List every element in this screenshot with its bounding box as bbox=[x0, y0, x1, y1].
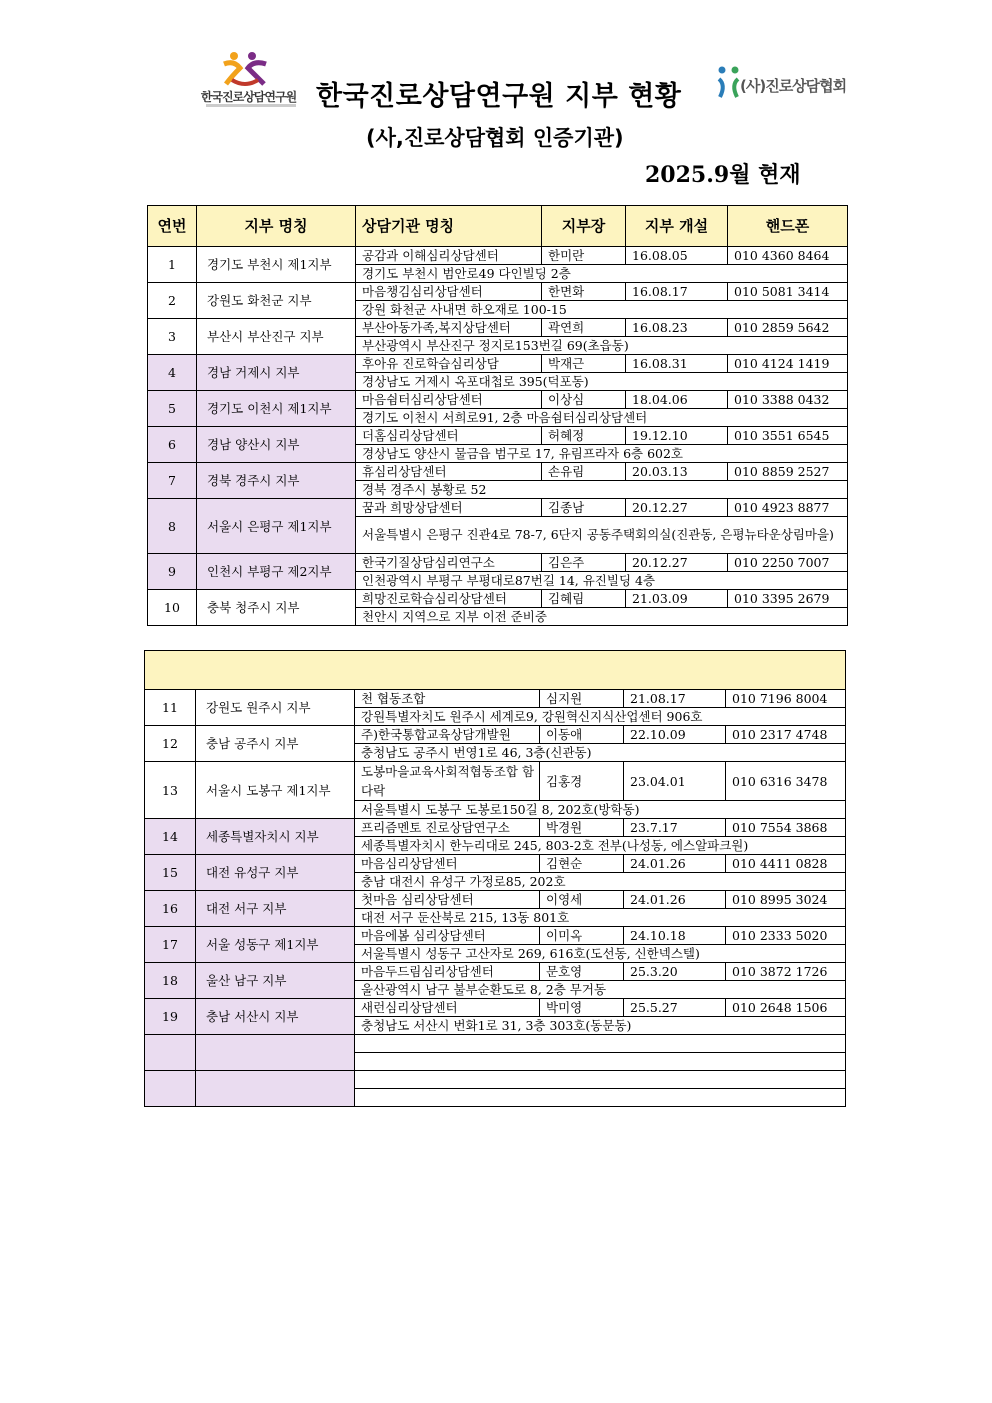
empty-cell bbox=[355, 1053, 846, 1071]
cell-organization: 도봉마을교육사회적협동조합 함다락 bbox=[355, 762, 540, 801]
cell-director: 김홍경 bbox=[540, 762, 624, 801]
logo-left-underline bbox=[206, 104, 296, 107]
cell-address: 천안시 지역으로 지부 이전 준비중 bbox=[356, 608, 848, 626]
logo-korea-career-counseling-institute bbox=[186, 50, 311, 110]
cell-number: 9 bbox=[148, 554, 197, 590]
cell-phone: 010 5081 3414 bbox=[728, 283, 848, 301]
cell-organization: 마음심리상담센터 bbox=[355, 855, 540, 873]
col-header-number: 연번 bbox=[148, 206, 197, 247]
cell-branch: 경북 경주시 지부 bbox=[197, 463, 356, 499]
cell-branch: 경기도 이천시 제1지부 bbox=[197, 391, 356, 427]
cell-branch: 충북 청주시 지부 bbox=[197, 590, 356, 626]
cell-opened: 20.03.13 bbox=[626, 463, 728, 481]
cell-number: 14 bbox=[145, 819, 196, 855]
cell-address: 경상남도 거제시 옥포대첩로 395(덕포동) bbox=[356, 373, 848, 391]
cell-opened: 24.10.18 bbox=[624, 927, 726, 945]
cell-number: 16 bbox=[145, 891, 196, 927]
cell-opened: 21.03.09 bbox=[626, 590, 728, 608]
cell-opened: 25.5.27 bbox=[624, 999, 726, 1017]
cell-phone: 010 4124 1419 bbox=[728, 355, 848, 373]
cell-number: 17 bbox=[145, 927, 196, 963]
cell-phone: 010 7554 3868 bbox=[726, 819, 846, 837]
cell-number: 4 bbox=[148, 355, 197, 391]
cell-phone: 010 3872 1726 bbox=[726, 963, 846, 981]
empty-cell bbox=[196, 1035, 355, 1071]
cell-number: 12 bbox=[145, 726, 196, 762]
logo-right-text: (사)진로상담협회 bbox=[740, 77, 847, 95]
cell-number: 6 bbox=[148, 427, 197, 463]
cell-phone: 010 4411 0828 bbox=[726, 855, 846, 873]
cell-number: 2 bbox=[148, 283, 197, 319]
institute-logo-icon bbox=[222, 50, 268, 88]
cell-opened: 16.08.31 bbox=[626, 355, 728, 373]
branch-table-2 bbox=[144, 650, 846, 1107]
cell-organization: 마음두드림심리상담센터 bbox=[355, 963, 540, 981]
table-row bbox=[148, 554, 848, 572]
cell-organization: 천 협동조합 bbox=[355, 690, 540, 708]
cell-address: 인천광역시 부평구 부평대로87번길 14, 유진빌딩 4층 bbox=[356, 572, 848, 590]
cell-branch: 인천시 부평구 제2지부 bbox=[197, 554, 356, 590]
cell-organization: 부산아동가족,복지상담센터 bbox=[356, 319, 542, 337]
page-subtitle: (사,진로상담협회 인증기관) bbox=[366, 126, 624, 150]
cell-phone: 010 4923 8877 bbox=[728, 499, 848, 517]
table-row bbox=[145, 855, 846, 873]
cell-address: 세종특별자치시 한누리대로 245, 803-2호 전부(나성동, 에스알파크원) bbox=[355, 837, 846, 855]
empty-cell bbox=[145, 1035, 196, 1071]
cell-organization: 희망진로학습심리상담센터 bbox=[356, 590, 542, 608]
cell-address: 충청남도 서산시 번화1로 31, 3층 303호(동문동) bbox=[355, 1017, 846, 1035]
cell-organization: 첫마음 심리상담센터 bbox=[355, 891, 540, 909]
col-header-opened: 지부 개설 bbox=[626, 206, 728, 247]
cell-director: 김은주 bbox=[542, 554, 626, 572]
cell-organization: 한국기질상담심리연구소 bbox=[356, 554, 542, 572]
cell-director: 문호영 bbox=[540, 963, 624, 981]
cell-branch: 강원도 화천군 지부 bbox=[197, 283, 356, 319]
cell-opened: 18.04.06 bbox=[626, 391, 728, 409]
cell-organization: 더홈심리상담센터 bbox=[356, 427, 542, 445]
cell-number: 15 bbox=[145, 855, 196, 891]
cell-organization: 후아유 진로학습심리상담 bbox=[356, 355, 542, 373]
cell-address: 대전 서구 둔산북로 215, 13동 801호 bbox=[355, 909, 846, 927]
association-logo-icon bbox=[716, 65, 742, 103]
as-of-date: 2025.9월 현재 bbox=[645, 162, 801, 188]
cell-director: 이영세 bbox=[540, 891, 624, 909]
cell-branch: 경남 양산시 지부 bbox=[197, 427, 356, 463]
empty-cell bbox=[355, 1035, 846, 1053]
cell-organization: 주)한국통합교육상담개발원 bbox=[355, 726, 540, 744]
cell-address: 서울특별시 도봉구 도봉로150길 8, 202호(방학동) bbox=[355, 801, 846, 819]
cell-number: 11 bbox=[145, 690, 196, 726]
cell-director: 손유림 bbox=[542, 463, 626, 481]
empty-row bbox=[145, 1071, 846, 1089]
cell-number: 7 bbox=[148, 463, 197, 499]
table-row bbox=[148, 355, 848, 373]
cell-director: 허혜정 bbox=[542, 427, 626, 445]
cell-opened: 24.01.26 bbox=[624, 855, 726, 873]
cell-branch: 세종특별자치시 지부 bbox=[196, 819, 355, 855]
cell-organization: 꿈과 희망상담센터 bbox=[356, 499, 542, 517]
col-header-organization: 상담기관 명칭 bbox=[356, 206, 542, 247]
table-row bbox=[148, 283, 848, 301]
cell-branch: 서울 성동구 제1지부 bbox=[196, 927, 355, 963]
cell-director: 심지원 bbox=[540, 690, 624, 708]
cell-number: 19 bbox=[145, 999, 196, 1035]
cell-phone: 010 8995 3024 bbox=[726, 891, 846, 909]
cell-opened: 22.10.09 bbox=[624, 726, 726, 744]
cell-opened: 23.7.17 bbox=[624, 819, 726, 837]
cell-opened: 24.01.26 bbox=[624, 891, 726, 909]
table-row bbox=[145, 819, 846, 837]
cell-number: 8 bbox=[148, 499, 197, 554]
table-row bbox=[145, 999, 846, 1017]
cell-opened: 16.08.23 bbox=[626, 319, 728, 337]
table-header-row bbox=[148, 206, 848, 247]
cell-opened: 20.12.27 bbox=[626, 554, 728, 572]
cell-branch: 서울시 은평구 제1지부 bbox=[197, 499, 356, 554]
cell-number: 18 bbox=[145, 963, 196, 999]
table-row bbox=[145, 726, 846, 744]
table-row bbox=[148, 590, 848, 608]
cell-organization: 마음에봄 심리상담센터 bbox=[355, 927, 540, 945]
cell-director: 곽연희 bbox=[542, 319, 626, 337]
cell-branch: 충남 서산시 지부 bbox=[196, 999, 355, 1035]
cell-opened: 21.08.17 bbox=[624, 690, 726, 708]
table-row bbox=[148, 427, 848, 445]
cell-address: 울산광역시 남구 불부순환도로 8, 2층 무거동 bbox=[355, 981, 846, 999]
cell-director: 김현순 bbox=[540, 855, 624, 873]
branch-table-1 bbox=[147, 205, 848, 626]
cell-branch: 충남 공주시 지부 bbox=[196, 726, 355, 762]
cell-organization: 마음챙김심리상담센터 bbox=[356, 283, 542, 301]
table-row bbox=[145, 690, 846, 708]
col-header-phone: 핸드폰 bbox=[728, 206, 848, 247]
table-row bbox=[148, 319, 848, 337]
table-row bbox=[148, 391, 848, 409]
table2-header-band bbox=[145, 651, 846, 690]
cell-branch: 경기도 부천시 제1지부 bbox=[197, 247, 356, 283]
cell-organization: 마음쉼터심리상담센터 bbox=[356, 391, 542, 409]
cell-address: 경북 경주시 봉황로 52 bbox=[356, 481, 848, 499]
cell-branch: 대전 서구 지부 bbox=[196, 891, 355, 927]
cell-phone: 010 2859 5642 bbox=[728, 319, 848, 337]
cell-director: 이동애 bbox=[540, 726, 624, 744]
cell-director: 김혜림 bbox=[542, 590, 626, 608]
cell-branch: 부산시 부산진구 지부 bbox=[197, 319, 356, 355]
cell-organization: 공감과 이해심리상담센터 bbox=[356, 247, 542, 265]
page-title: 한국진로상담연구원 지부 현황 bbox=[316, 81, 682, 112]
cell-phone: 010 2317 4748 bbox=[726, 726, 846, 744]
cell-organization: 프리즘멘토 진로상담연구소 bbox=[355, 819, 540, 837]
table-row bbox=[145, 963, 846, 981]
cell-opened: 16.08.17 bbox=[626, 283, 728, 301]
cell-number: 3 bbox=[148, 319, 197, 355]
cell-opened: 16.08.05 bbox=[626, 247, 728, 265]
cell-address: 경상남도 양산시 물금읍 범구로 17, 유림프라자 6층 602호 bbox=[356, 445, 848, 463]
cell-branch: 강원도 원주시 지부 bbox=[196, 690, 355, 726]
cell-director: 박경원 bbox=[540, 819, 624, 837]
table-row bbox=[148, 499, 848, 517]
cell-director: 박미영 bbox=[540, 999, 624, 1017]
empty-cell bbox=[355, 1089, 846, 1107]
cell-phone: 010 2648 1506 bbox=[726, 999, 846, 1017]
cell-number: 5 bbox=[148, 391, 197, 427]
cell-phone: 010 3395 2679 bbox=[728, 590, 848, 608]
cell-address: 서울특별시 은평구 진관4로 78-7, 6단지 공동주택회의실(진관동, 은평뉴타운상림마을) bbox=[356, 517, 848, 554]
cell-address: 강원 화천군 사내면 하오재로 100-15 bbox=[356, 301, 848, 319]
cell-phone: 010 2333 5020 bbox=[726, 927, 846, 945]
table-row bbox=[148, 247, 848, 265]
cell-branch: 서울시 도봉구 제1지부 bbox=[196, 762, 355, 819]
cell-opened: 19.12.10 bbox=[626, 427, 728, 445]
cell-organization: 휴심리상담센터 bbox=[356, 463, 542, 481]
cell-director: 이상심 bbox=[542, 391, 626, 409]
cell-branch: 대전 유성구 지부 bbox=[196, 855, 355, 891]
table-row bbox=[145, 762, 846, 801]
cell-phone: 010 3551 6545 bbox=[728, 427, 848, 445]
cell-address: 부산광역시 부산진구 정지로153번길 69(초읍동) bbox=[356, 337, 848, 355]
empty-cell bbox=[145, 1071, 196, 1107]
cell-phone: 010 4360 8464 bbox=[728, 247, 848, 265]
table-row bbox=[148, 463, 848, 481]
col-header-branch: 지부 명칭 bbox=[197, 206, 356, 247]
cell-number: 13 bbox=[145, 762, 196, 819]
cell-director: 김종남 bbox=[542, 499, 626, 517]
cell-phone: 010 6316 3478 bbox=[726, 762, 846, 801]
table-row bbox=[145, 891, 846, 909]
cell-phone: 010 2250 7007 bbox=[728, 554, 848, 572]
table2-header-cell bbox=[145, 651, 846, 690]
empty-cell bbox=[196, 1071, 355, 1107]
cell-director: 한미란 bbox=[542, 247, 626, 265]
col-header-director: 지부장 bbox=[542, 206, 626, 247]
cell-address: 강원특별자치도 원주시 세계로9, 강원혁신지식산업센터 906호 bbox=[355, 708, 846, 726]
cell-address: 서울특별시 성동구 고산자로 269, 616호(도선동, 신한넥스텔) bbox=[355, 945, 846, 963]
cell-director: 한면화 bbox=[542, 283, 626, 301]
cell-address: 경기도 이천시 서희로91, 2층 마음쉼터심리상담센터 bbox=[356, 409, 848, 427]
logo-career-counseling-association bbox=[716, 65, 847, 107]
cell-opened: 20.12.27 bbox=[626, 499, 728, 517]
cell-branch: 울산 남구 지부 bbox=[196, 963, 355, 999]
empty-cell bbox=[355, 1071, 846, 1089]
cell-address: 충남 대전시 유성구 가정로85, 202호 bbox=[355, 873, 846, 891]
cell-phone: 010 3388 0432 bbox=[728, 391, 848, 409]
logo-left-text: 한국진로상담연구원 bbox=[200, 90, 297, 104]
cell-address: 충청남도 공주시 번영1로 46, 3층(신관동) bbox=[355, 744, 846, 762]
cell-opened: 23.04.01 bbox=[624, 762, 726, 801]
cell-number: 10 bbox=[148, 590, 197, 626]
cell-phone: 010 7196 8004 bbox=[726, 690, 846, 708]
empty-row bbox=[145, 1035, 846, 1053]
table-row bbox=[145, 927, 846, 945]
cell-opened: 25.3.20 bbox=[624, 963, 726, 981]
cell-branch: 경남 거제시 지부 bbox=[197, 355, 356, 391]
cell-phone: 010 8859 2527 bbox=[728, 463, 848, 481]
cell-address: 경기도 부천시 범안로49 다인빌딩 2층 bbox=[356, 265, 848, 283]
cell-director: 박재근 bbox=[542, 355, 626, 373]
cell-organization: 새런심리상담센터 bbox=[355, 999, 540, 1017]
cell-director: 이미옥 bbox=[540, 927, 624, 945]
cell-number: 1 bbox=[148, 247, 197, 283]
